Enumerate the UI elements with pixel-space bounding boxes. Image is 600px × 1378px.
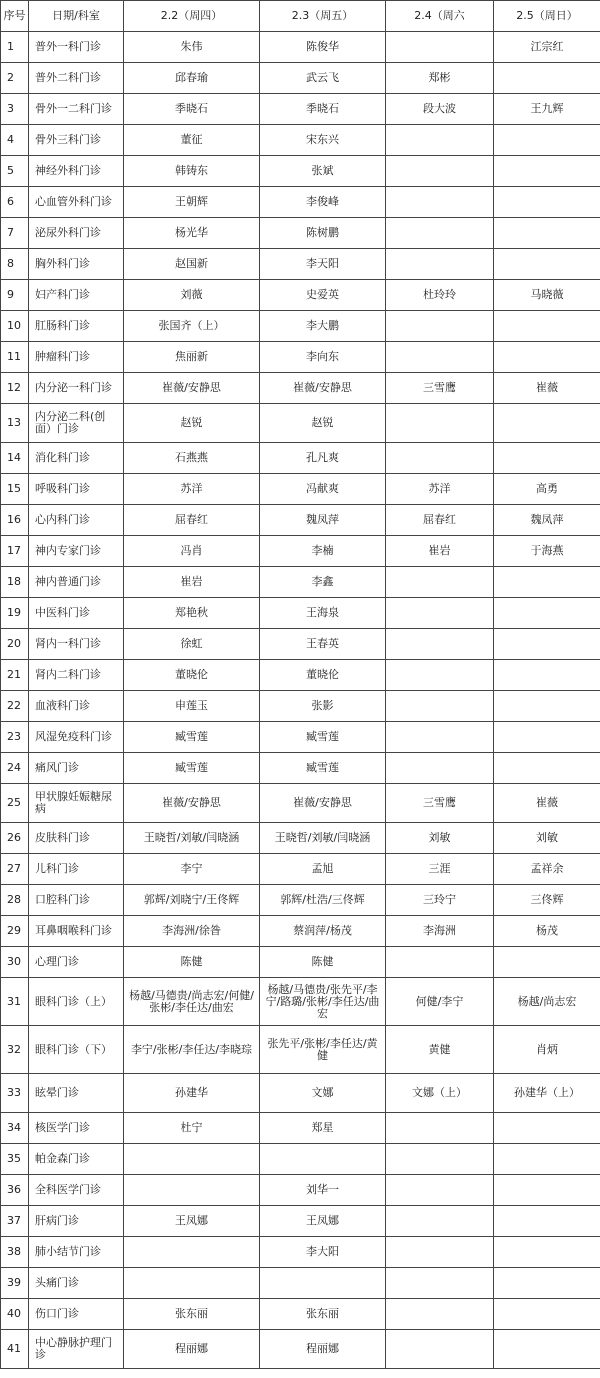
cell-feb4 xyxy=(386,125,494,156)
cell-feb5: 三佟辉 xyxy=(494,885,600,916)
department: 耳鼻咽喉科门诊 xyxy=(29,916,124,947)
cell-feb3: 武云飞 xyxy=(260,63,386,94)
row-number: 21 xyxy=(1,660,29,691)
table-row xyxy=(1,1113,600,1144)
department: 风湿免疫科门诊 xyxy=(29,722,124,753)
cell-feb2 xyxy=(124,1144,260,1175)
row-number: 23 xyxy=(1,722,29,753)
cell-feb2: 臧雪莲 xyxy=(124,722,260,753)
row-number: 26 xyxy=(1,823,29,854)
cell-feb4 xyxy=(386,311,494,342)
department: 普外二科门诊 xyxy=(29,63,124,94)
row-number: 16 xyxy=(1,505,29,536)
cell-feb3: 臧雪莲 xyxy=(260,722,386,753)
department: 中医科门诊 xyxy=(29,598,124,629)
department: 口腔科门诊 xyxy=(29,885,124,916)
cell-feb5: 肖炳 xyxy=(494,1026,600,1074)
cell-feb3: 蔡润萍/杨茂 xyxy=(260,916,386,947)
row-number: 1 xyxy=(1,32,29,63)
row-number: 17 xyxy=(1,536,29,567)
table-row xyxy=(1,722,600,753)
department: 皮肤科门诊 xyxy=(29,823,124,854)
cell-feb3: 陈树鹏 xyxy=(260,218,386,249)
cell-feb5 xyxy=(494,125,600,156)
cell-feb4 xyxy=(386,947,494,978)
row-number: 36 xyxy=(1,1175,29,1206)
table-row xyxy=(1,1074,600,1113)
cell-feb4 xyxy=(386,722,494,753)
row-number: 8 xyxy=(1,249,29,280)
row-number: 4 xyxy=(1,125,29,156)
row-number: 18 xyxy=(1,567,29,598)
cell-feb5: 杨茂 xyxy=(494,916,600,947)
cell-feb3: 崔薇/安静思 xyxy=(260,373,386,404)
table-row xyxy=(1,784,600,823)
table-row xyxy=(1,753,600,784)
cell-feb5 xyxy=(494,404,600,443)
row-number: 15 xyxy=(1,474,29,505)
table-row xyxy=(1,1299,600,1330)
cell-feb3: 郭辉/杜浩/三佟辉 xyxy=(260,885,386,916)
row-number: 7 xyxy=(1,218,29,249)
cell-feb2 xyxy=(124,1237,260,1268)
cell-feb5 xyxy=(494,443,600,474)
cell-feb2 xyxy=(124,1175,260,1206)
department: 泌尿外科门诊 xyxy=(29,218,124,249)
table-row xyxy=(1,691,600,722)
cell-feb4 xyxy=(386,1299,494,1330)
cell-feb5 xyxy=(494,63,600,94)
department: 眩晕门诊 xyxy=(29,1074,124,1113)
cell-feb5: 江宗红 xyxy=(494,32,600,63)
row-number: 28 xyxy=(1,885,29,916)
table-row xyxy=(1,916,600,947)
cell-feb2: 张国齐（上） xyxy=(124,311,260,342)
department: 肺小结节门诊 xyxy=(29,1237,124,1268)
department: 儿科门诊 xyxy=(29,854,124,885)
cell-feb4 xyxy=(386,404,494,443)
department: 肾内二科门诊 xyxy=(29,660,124,691)
cell-feb4: 苏洋 xyxy=(386,474,494,505)
cell-feb4 xyxy=(386,1206,494,1237)
cell-feb2: 李宁/张彬/李任达/李晓琮 xyxy=(124,1026,260,1074)
cell-feb5 xyxy=(494,691,600,722)
cell-feb5 xyxy=(494,342,600,373)
table-row xyxy=(1,947,600,978)
cell-feb3: 李向东 xyxy=(260,342,386,373)
cell-feb2: 屈春红 xyxy=(124,505,260,536)
cell-feb3: 张先平/张彬/李任达/黄健 xyxy=(260,1026,386,1074)
cell-feb3: 陈健 xyxy=(260,947,386,978)
row-number: 20 xyxy=(1,629,29,660)
cell-feb4 xyxy=(386,1330,494,1369)
cell-feb2: 张东丽 xyxy=(124,1299,260,1330)
row-number: 41 xyxy=(1,1330,29,1369)
cell-feb2: 李海洲/徐昝 xyxy=(124,916,260,947)
cell-feb5 xyxy=(494,629,600,660)
cell-feb5 xyxy=(494,311,600,342)
table-row xyxy=(1,474,600,505)
cell-feb2: 王凤娜 xyxy=(124,1206,260,1237)
row-number: 11 xyxy=(1,342,29,373)
cell-feb5 xyxy=(494,598,600,629)
cell-feb4 xyxy=(386,342,494,373)
department: 血液科门诊 xyxy=(29,691,124,722)
cell-feb4: 崔岩 xyxy=(386,536,494,567)
department: 全科医学门诊 xyxy=(29,1175,124,1206)
cell-feb5 xyxy=(494,722,600,753)
cell-feb4 xyxy=(386,1144,494,1175)
cell-feb3: 李俊峰 xyxy=(260,187,386,218)
cell-feb3: 程丽娜 xyxy=(260,1330,386,1369)
cell-feb2: 陈健 xyxy=(124,947,260,978)
table-row xyxy=(1,125,600,156)
table-row xyxy=(1,1268,600,1299)
cell-feb2: 杜宁 xyxy=(124,1113,260,1144)
cell-feb3: 王晓哲/刘敏/闫晓涵 xyxy=(260,823,386,854)
row-number: 14 xyxy=(1,443,29,474)
row-number: 29 xyxy=(1,916,29,947)
cell-feb2: 郑艳秋 xyxy=(124,598,260,629)
department: 肿瘤科门诊 xyxy=(29,342,124,373)
row-number: 9 xyxy=(1,280,29,311)
cell-feb4 xyxy=(386,32,494,63)
table-row xyxy=(1,1330,600,1369)
cell-feb2: 董晓伦 xyxy=(124,660,260,691)
cell-feb4 xyxy=(386,629,494,660)
cell-feb4: 屈春红 xyxy=(386,505,494,536)
cell-feb4: 何健/李宁 xyxy=(386,978,494,1026)
cell-feb3: 郑星 xyxy=(260,1113,386,1144)
department: 呼吸科门诊 xyxy=(29,474,124,505)
row-number: 3 xyxy=(1,94,29,125)
cell-feb5 xyxy=(494,1237,600,1268)
cell-feb2: 杨越/马德贵/尚志宏/何健/张彬/李任达/曲宏 xyxy=(124,978,260,1026)
department: 妇产科门诊 xyxy=(29,280,124,311)
row-number: 35 xyxy=(1,1144,29,1175)
cell-feb3: 李大鹏 xyxy=(260,311,386,342)
cell-feb5: 高勇 xyxy=(494,474,600,505)
cell-feb5 xyxy=(494,753,600,784)
table-row xyxy=(1,32,600,63)
cell-feb5 xyxy=(494,660,600,691)
cell-feb4 xyxy=(386,753,494,784)
row-number: 6 xyxy=(1,187,29,218)
cell-feb3: 刘华一 xyxy=(260,1175,386,1206)
cell-feb3: 张东丽 xyxy=(260,1299,386,1330)
table-row xyxy=(1,1237,600,1268)
department: 内分泌二科(创面）门诊 xyxy=(29,404,124,443)
department: 伤口门诊 xyxy=(29,1299,124,1330)
cell-feb5 xyxy=(494,1175,600,1206)
table-row xyxy=(1,218,600,249)
cell-feb3: 杨越/马德贵/张先平/李宁/路璐/张彬/李任达/曲宏 xyxy=(260,978,386,1026)
cell-feb4: 文娜（上） xyxy=(386,1074,494,1113)
cell-feb3: 史爱英 xyxy=(260,280,386,311)
row-number: 22 xyxy=(1,691,29,722)
table-row xyxy=(1,1026,600,1074)
row-number: 2 xyxy=(1,63,29,94)
cell-feb5: 崔薇 xyxy=(494,784,600,823)
department: 肝病门诊 xyxy=(29,1206,124,1237)
cell-feb2: 石燕燕 xyxy=(124,443,260,474)
cell-feb3: 崔薇/安静思 xyxy=(260,784,386,823)
cell-feb4 xyxy=(386,443,494,474)
cell-feb5: 马晓薇 xyxy=(494,280,600,311)
department: 眼科门诊（上） xyxy=(29,978,124,1026)
header-no: 序号 xyxy=(1,1,29,32)
department: 心内科门诊 xyxy=(29,505,124,536)
cell-feb3: 李鑫 xyxy=(260,567,386,598)
department: 甲状腺妊娠糖尿病 xyxy=(29,784,124,823)
header-row xyxy=(1,1,600,32)
cell-feb4 xyxy=(386,187,494,218)
cell-feb3: 臧雪莲 xyxy=(260,753,386,784)
cell-feb4: 李海洲 xyxy=(386,916,494,947)
cell-feb4 xyxy=(386,691,494,722)
cell-feb3: 季晓石 xyxy=(260,94,386,125)
cell-feb5 xyxy=(494,1113,600,1144)
cell-feb4: 段大波 xyxy=(386,94,494,125)
table-row xyxy=(1,249,600,280)
table-row xyxy=(1,629,600,660)
cell-feb5: 魏凤萍 xyxy=(494,505,600,536)
row-number: 33 xyxy=(1,1074,29,1113)
cell-feb2: 赵锐 xyxy=(124,404,260,443)
row-number: 5 xyxy=(1,156,29,187)
cell-feb2: 苏洋 xyxy=(124,474,260,505)
cell-feb5 xyxy=(494,1144,600,1175)
cell-feb3: 王海泉 xyxy=(260,598,386,629)
header-date-feb2: 2.2（周四） xyxy=(124,1,260,32)
row-number: 30 xyxy=(1,947,29,978)
cell-feb2: 赵国新 xyxy=(124,249,260,280)
cell-feb4: 黄健 xyxy=(386,1026,494,1074)
cell-feb3: 文娜 xyxy=(260,1074,386,1113)
cell-feb5 xyxy=(494,1268,600,1299)
department: 肾内一科门诊 xyxy=(29,629,124,660)
table-row xyxy=(1,598,600,629)
cell-feb2: 孙建华 xyxy=(124,1074,260,1113)
row-number: 10 xyxy=(1,311,29,342)
cell-feb5 xyxy=(494,1299,600,1330)
department: 核医学门诊 xyxy=(29,1113,124,1144)
cell-feb5: 刘敏 xyxy=(494,823,600,854)
cell-feb2: 杨光华 xyxy=(124,218,260,249)
cell-feb4 xyxy=(386,218,494,249)
cell-feb5 xyxy=(494,218,600,249)
cell-feb2: 韩铸东 xyxy=(124,156,260,187)
department: 眼科门诊（下） xyxy=(29,1026,124,1074)
row-number: 40 xyxy=(1,1299,29,1330)
cell-feb4 xyxy=(386,660,494,691)
cell-feb5 xyxy=(494,187,600,218)
cell-feb2: 王晓哲/刘敏/闫晓涵 xyxy=(124,823,260,854)
table-row xyxy=(1,63,600,94)
cell-feb2: 邱春瑜 xyxy=(124,63,260,94)
table-row xyxy=(1,373,600,404)
table-row xyxy=(1,404,600,443)
cell-feb5: 孙建华（上） xyxy=(494,1074,600,1113)
row-number: 34 xyxy=(1,1113,29,1144)
cell-feb3: 董晓伦 xyxy=(260,660,386,691)
cell-feb5: 杨越/尚志宏 xyxy=(494,978,600,1026)
cell-feb3: 张影 xyxy=(260,691,386,722)
cell-feb2: 季晓石 xyxy=(124,94,260,125)
cell-feb4 xyxy=(386,567,494,598)
cell-feb2: 李宁 xyxy=(124,854,260,885)
table-row xyxy=(1,94,600,125)
table-row xyxy=(1,187,600,218)
cell-feb5 xyxy=(494,249,600,280)
cell-feb5 xyxy=(494,947,600,978)
cell-feb2: 崔岩 xyxy=(124,567,260,598)
cell-feb3: 宋东兴 xyxy=(260,125,386,156)
cell-feb4: 三玲宁 xyxy=(386,885,494,916)
cell-feb4 xyxy=(386,598,494,629)
table-row xyxy=(1,311,600,342)
department: 中心静脉护理门诊 xyxy=(29,1330,124,1369)
cell-feb3: 王凤娜 xyxy=(260,1206,386,1237)
cell-feb4 xyxy=(386,249,494,280)
cell-feb2: 程丽娜 xyxy=(124,1330,260,1369)
department: 头痛门诊 xyxy=(29,1268,124,1299)
cell-feb3: 李天阳 xyxy=(260,249,386,280)
table-row xyxy=(1,567,600,598)
table-row xyxy=(1,505,600,536)
cell-feb2: 冯肖 xyxy=(124,536,260,567)
cell-feb3: 孔凡爽 xyxy=(260,443,386,474)
cell-feb5 xyxy=(494,1330,600,1369)
table-row xyxy=(1,978,600,1026)
cell-feb4: 刘敏 xyxy=(386,823,494,854)
cell-feb4 xyxy=(386,1175,494,1206)
cell-feb2: 王朝辉 xyxy=(124,187,260,218)
row-number: 31 xyxy=(1,978,29,1026)
department: 帕金森门诊 xyxy=(29,1144,124,1175)
cell-feb4: 三涯 xyxy=(386,854,494,885)
table-row xyxy=(1,885,600,916)
schedule-body xyxy=(1,32,600,1369)
cell-feb4 xyxy=(386,1113,494,1144)
row-number: 25 xyxy=(1,784,29,823)
department: 心血管外科门诊 xyxy=(29,187,124,218)
department: 心理门诊 xyxy=(29,947,124,978)
cell-feb2: 郭辉/刘晓宁/王佟辉 xyxy=(124,885,260,916)
cell-feb5: 于海燕 xyxy=(494,536,600,567)
cell-feb4 xyxy=(386,156,494,187)
cell-feb2: 臧雪莲 xyxy=(124,753,260,784)
department: 普外一科门诊 xyxy=(29,32,124,63)
table-row xyxy=(1,854,600,885)
table-row xyxy=(1,823,600,854)
row-number: 39 xyxy=(1,1268,29,1299)
cell-feb2: 刘薇 xyxy=(124,280,260,311)
cell-feb4: 杜玲玲 xyxy=(386,280,494,311)
department: 消化科门诊 xyxy=(29,443,124,474)
row-number: 38 xyxy=(1,1237,29,1268)
cell-feb2: 董征 xyxy=(124,125,260,156)
row-number: 19 xyxy=(1,598,29,629)
cell-feb4: 三雪鹰 xyxy=(386,784,494,823)
row-number: 24 xyxy=(1,753,29,784)
cell-feb3: 魏凤萍 xyxy=(260,505,386,536)
row-number: 32 xyxy=(1,1026,29,1074)
cell-feb2: 申莲玉 xyxy=(124,691,260,722)
table-row xyxy=(1,660,600,691)
cell-feb2 xyxy=(124,1268,260,1299)
cell-feb2: 焦丽新 xyxy=(124,342,260,373)
cell-feb4 xyxy=(386,1268,494,1299)
table-row xyxy=(1,443,600,474)
cell-feb3: 赵锐 xyxy=(260,404,386,443)
cell-feb5 xyxy=(494,567,600,598)
cell-feb4 xyxy=(386,1237,494,1268)
header-date-feb3: 2.3（周五） xyxy=(260,1,386,32)
department: 内分泌一科门诊 xyxy=(29,373,124,404)
table-row xyxy=(1,536,600,567)
header-date-feb5: 2.5（周日） xyxy=(494,1,600,32)
department: 肛肠科门诊 xyxy=(29,311,124,342)
cell-feb3 xyxy=(260,1268,386,1299)
cell-feb3 xyxy=(260,1144,386,1175)
header-date-feb4: 2.4（周六 xyxy=(386,1,494,32)
cell-feb5: 崔薇 xyxy=(494,373,600,404)
cell-feb4: 郑彬 xyxy=(386,63,494,94)
cell-feb5: 孟祥余 xyxy=(494,854,600,885)
cell-feb3: 孟旭 xyxy=(260,854,386,885)
department: 痛风门诊 xyxy=(29,753,124,784)
row-number: 12 xyxy=(1,373,29,404)
department: 神内专家门诊 xyxy=(29,536,124,567)
cell-feb3: 李楠 xyxy=(260,536,386,567)
department: 骨外一二科门诊 xyxy=(29,94,124,125)
cell-feb3: 张斌 xyxy=(260,156,386,187)
department: 神经外科门诊 xyxy=(29,156,124,187)
table-row xyxy=(1,1206,600,1237)
cell-feb3: 李大阳 xyxy=(260,1237,386,1268)
cell-feb5 xyxy=(494,156,600,187)
table-row xyxy=(1,280,600,311)
cell-feb2: 朱伟 xyxy=(124,32,260,63)
cell-feb3: 冯献爽 xyxy=(260,474,386,505)
department: 神内普通门诊 xyxy=(29,567,124,598)
cell-feb3: 王春英 xyxy=(260,629,386,660)
cell-feb3: 陈俊华 xyxy=(260,32,386,63)
cell-feb2: 崔薇/安静思 xyxy=(124,373,260,404)
department: 骨外三科门诊 xyxy=(29,125,124,156)
table-row xyxy=(1,1175,600,1206)
cell-feb2: 徐虹 xyxy=(124,629,260,660)
row-number: 27 xyxy=(1,854,29,885)
cell-feb5 xyxy=(494,1206,600,1237)
department: 胸外科门诊 xyxy=(29,249,124,280)
header-dept: 日期/科室 xyxy=(29,1,124,32)
row-number: 37 xyxy=(1,1206,29,1237)
table-row xyxy=(1,156,600,187)
table-row xyxy=(1,342,600,373)
row-number: 13 xyxy=(1,404,29,443)
cell-feb4: 三雪鹰 xyxy=(386,373,494,404)
cell-feb2: 崔薇/安静思 xyxy=(124,784,260,823)
cell-feb5: 王九辉 xyxy=(494,94,600,125)
table-row xyxy=(1,1144,600,1175)
